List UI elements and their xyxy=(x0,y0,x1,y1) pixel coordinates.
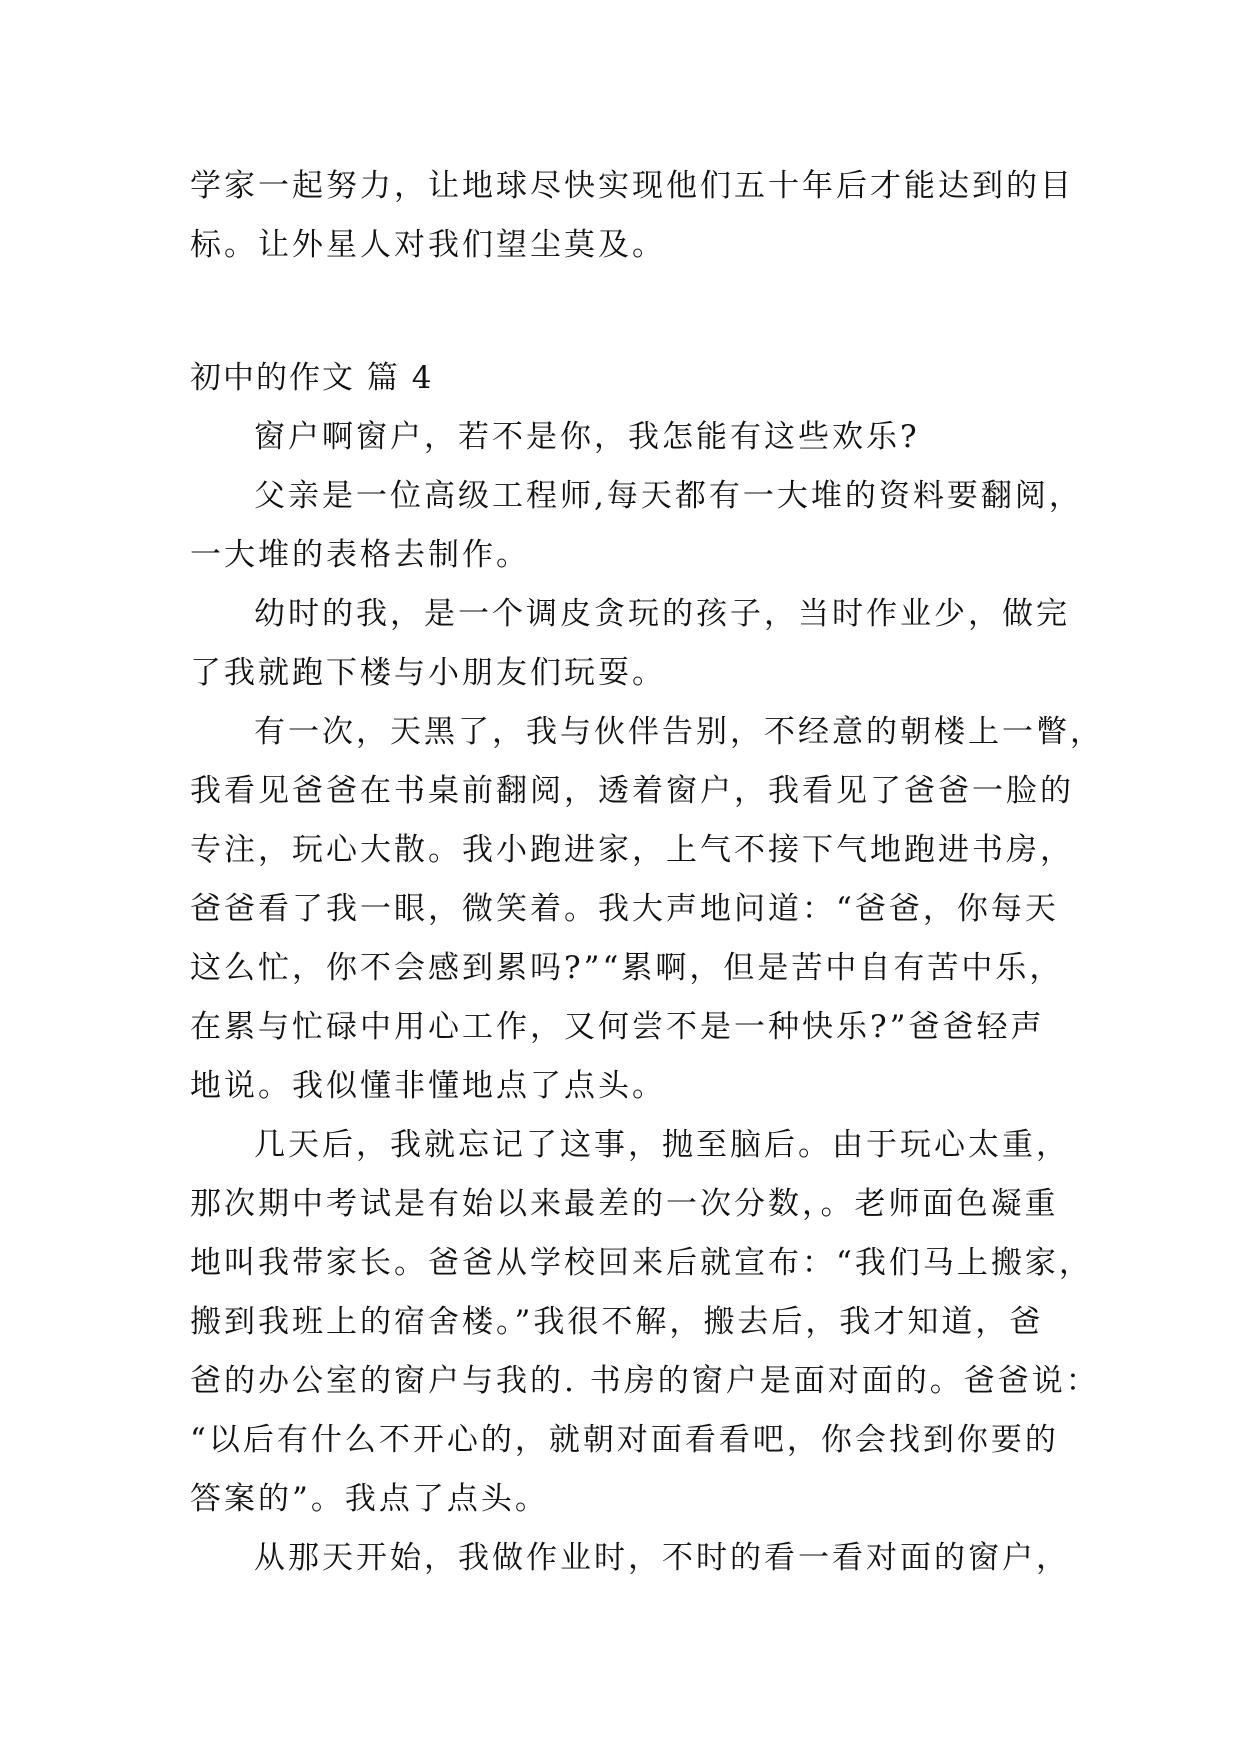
section-gap xyxy=(190,275,1052,349)
paragraph-start-line: 有一次，天黑了，我与伙伴告别，不经意的朝楼上一瞥， xyxy=(254,714,1104,750)
body-line: 了我就跑下楼与小朋友们玩耍。 xyxy=(190,655,666,691)
body-line: 这么忙，你不会感到累吗?”“累啊，但是苦中自有苦中乐， xyxy=(190,950,1064,986)
body-line: 在累与忙碌中用心工作，又何尝不是一种快乐?”爸爸轻声 xyxy=(190,1009,1045,1045)
paragraph-start-line: 父亲是一位高级工程师,每天都有一大堆的资料要翻阅， xyxy=(254,478,1083,514)
paragraph-start-line: 窗户啊窗户，若不是你，我怎能有这些欢乐? xyxy=(254,419,920,455)
body-line: 爸爸看了我一眼，微笑着。我大声地问道：“爸爸，你每天 xyxy=(190,891,1059,927)
document-body xyxy=(190,157,1104,1588)
body-line: 学家一起努力，让地球尽快实现他们五十年后才能达到的目 xyxy=(190,168,1074,204)
paragraph-start-line: 从那天开始，我做作业时，不时的看一看对面的窗户， xyxy=(254,1540,1070,1576)
body-line: 那次期中考试是有始以来最差的一次分数，。老师面色凝重 xyxy=(190,1186,1059,1222)
section-title: 初中的作文 篇 4 xyxy=(190,360,434,396)
body-line: 爸的办公室的窗户与我的. 书房的窗户是面对面的。爸爸说： xyxy=(190,1363,1100,1399)
paragraph-start-line: 几天后，我就忘记了这事，抛至脑后。由于玩心太重， xyxy=(254,1127,1070,1163)
body-line: 地叫我带家长。爸爸从学校回来后就宣布：“我们马上搬家， xyxy=(190,1245,1093,1281)
body-line: “以后有什么不开心的，就朝对面看看吧，你会找到你要的 xyxy=(190,1422,1059,1458)
body-line: 一大堆的表格去制作。 xyxy=(190,537,530,573)
body-line: 我看见爸爸在书桌前翻阅，透着窗户，我看见了爸爸一脸的 xyxy=(190,773,1074,809)
body-line: 标。让外星人对我们望尘莫及。 xyxy=(190,227,666,263)
paragraph-start-line: 幼时的我，是一个调皮贪玩的孩子，当时作业少，做完 xyxy=(254,596,1070,632)
body-line: 专注，玩心大散。我小跑进家，上气不接下气地跑进书房， xyxy=(190,832,1074,868)
body-line: 搬到我班上的宿舍楼。”我很不解，搬去后，我才知道，爸 xyxy=(190,1304,1044,1340)
body-line: 地说。我似懂非懂地点了点头。 xyxy=(190,1068,666,1104)
body-line: 答案的”。我点了点头。 xyxy=(190,1481,549,1517)
